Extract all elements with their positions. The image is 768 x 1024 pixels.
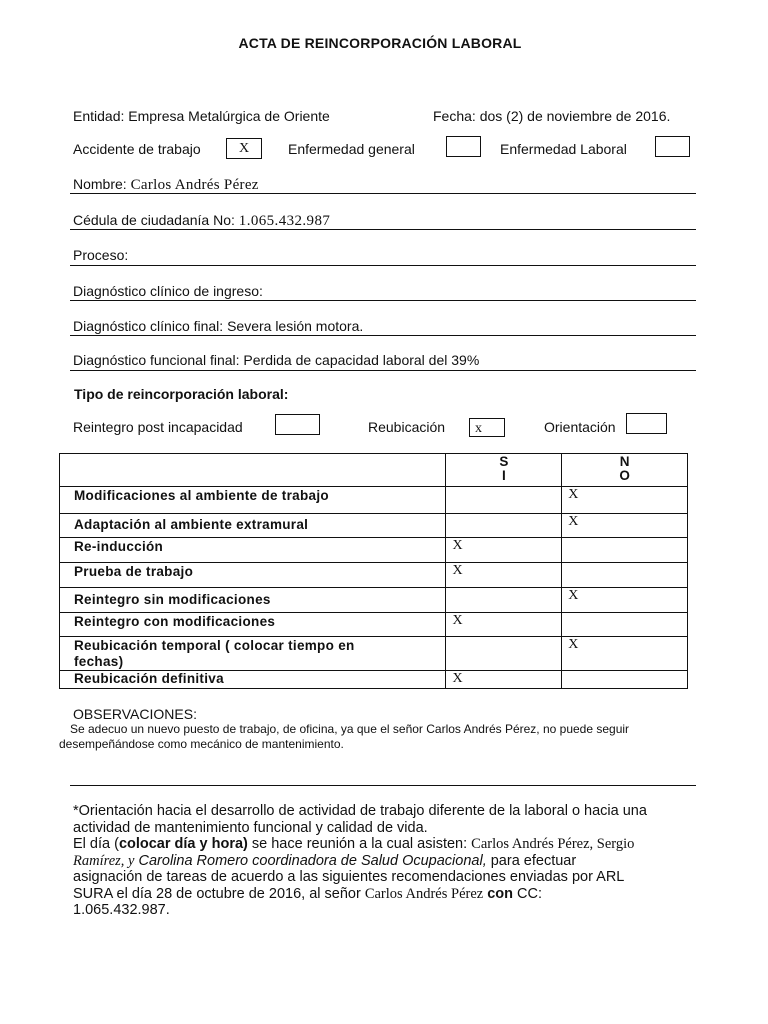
table-row: [60, 613, 688, 637]
table-row: [60, 538, 688, 563]
reincorporation-table: [59, 453, 688, 689]
table-row: [60, 487, 688, 514]
row-si-mark[interactable]: X: [446, 613, 562, 637]
row-label: Modificaciones al ambiente de trabajo: [60, 487, 446, 514]
dx-in-underline: [70, 300, 696, 301]
row-label: Prueba de trabajo: [60, 563, 446, 588]
id-label: Cédula de ciudadanía No:: [73, 212, 235, 228]
row-no-mark[interactable]: [562, 563, 688, 588]
row-si-mark[interactable]: [446, 487, 562, 514]
p-c: se hace reunión a la cual asisten:: [247, 836, 472, 852]
id-value: 1.065.432.987: [238, 213, 331, 229]
row-no-mark[interactable]: X: [562, 588, 688, 613]
p-j: con: [483, 885, 514, 902]
observations-line2: desempeñándose como mecánico de mantenimiento.: [59, 737, 344, 751]
table-row: [60, 671, 688, 689]
paragraph-line3: asignación de tareas de acuerdo a las siguientes recomendaciones enviadas por ARL: [73, 869, 625, 885]
reubicacion-checkbox[interactable]: x: [469, 418, 505, 437]
observations-underline: [70, 785, 696, 786]
p-b: colocar día y hora): [118, 836, 248, 852]
id-underline: [70, 229, 696, 230]
header-no-line2: O: [619, 468, 630, 483]
p-k: CC:: [513, 885, 543, 902]
general-disease-checkbox[interactable]: [446, 136, 481, 157]
reinc-heading: Tipo de reincorporación laboral:: [74, 386, 289, 402]
dx-final-label: Diagnóstico clínico final: Severa lesión motora.: [73, 318, 364, 334]
row-label: Re-inducción: [60, 538, 446, 563]
accident-checkbox[interactable]: X: [226, 138, 262, 159]
row-si-mark[interactable]: X: [446, 538, 562, 563]
table-row: [60, 563, 688, 588]
row-no-mark[interactable]: X: [562, 514, 688, 538]
orientacion-label: Orientación: [544, 419, 616, 435]
accident-label: Accidente de trabajo: [73, 141, 201, 157]
table-row: [60, 514, 688, 538]
row-si-mark[interactable]: [446, 514, 562, 538]
paragraph-line2: [73, 853, 713, 870]
name-value: Carlos Andrés Pérez: [130, 177, 259, 193]
note-line1: *Orientación hacia el desarrollo de actividad de trabajo diferente de la laboral o hacia una: [73, 803, 647, 819]
paragraph-line4: [73, 886, 713, 903]
reintegro-label: Reintegro post incapacidad: [73, 419, 243, 435]
paragraph-line1: [73, 836, 713, 853]
row-label: Reintegro sin modificaciones: [60, 588, 446, 613]
row-si-mark[interactable]: X: [446, 563, 562, 588]
id-field: [73, 212, 330, 230]
header-si-line1: S: [499, 454, 509, 469]
general-disease-label: Enfermedad general: [288, 141, 415, 157]
labor-disease-checkbox[interactable]: [655, 136, 690, 157]
row-no-mark[interactable]: X: [562, 487, 688, 514]
header-si-line2: I: [501, 468, 506, 483]
document-title: ACTA DE REINCORPORACIÓN LABORAL: [238, 35, 522, 51]
p-i: Carlos Andrés Pérez: [364, 885, 484, 902]
table-row: [60, 637, 688, 671]
orientacion-checkbox[interactable]: [626, 413, 667, 434]
header-no-line1: N: [619, 454, 630, 469]
reubicacion-label: Reubicación: [368, 419, 446, 435]
dx-final-underline: [70, 335, 696, 336]
process-underline: [70, 265, 696, 266]
name-label: Nombre:: [73, 176, 127, 192]
paragraph-line5: 1.065.432.987.: [73, 902, 170, 918]
row-si-mark[interactable]: X: [446, 671, 562, 689]
row-label: Reintegro con modificaciones: [60, 613, 446, 637]
observations-line1: Se adecuo un nuevo puesto de trabajo, de oficina, ya que el señor Carlos Andrés Pérez, no puede seguir: [70, 722, 630, 736]
table-header-row: [60, 454, 688, 487]
note-line2: actividad de mantenimiento funcional y calidad de vida.: [73, 819, 428, 836]
process-label: Proceso:: [73, 247, 129, 263]
observations-label: OBSERVACIONES:: [73, 706, 197, 722]
name-field: [73, 176, 259, 194]
dx-in-label: Diagnóstico clínico de ingreso:: [73, 283, 263, 299]
dx-func-label: Diagnóstico funcional final: Perdida de capacidad laboral del 39%: [73, 352, 480, 368]
table-row: [60, 588, 688, 613]
entity-label: Entidad: Empresa Metalúrgica de Oriente: [73, 108, 330, 124]
row-label: Reubicación definitiva: [60, 671, 446, 689]
p-d: Carlos Andrés Pérez, Sergio: [471, 836, 635, 852]
p-a: El día (: [73, 836, 119, 852]
row-no-mark[interactable]: X: [562, 637, 688, 671]
footer-block: [73, 803, 713, 919]
date-label: Fecha: dos (2) de noviembre de 2016.: [433, 108, 671, 124]
table-header-empty: [60, 454, 446, 487]
dx-func-underline: [70, 370, 696, 371]
row-si-mark[interactable]: [446, 588, 562, 613]
reintegro-checkbox[interactable]: [275, 414, 320, 435]
row-no-mark[interactable]: [562, 613, 688, 637]
p-g: para efectuar: [486, 852, 577, 869]
labor-disease-label: Enfermedad Laboral: [500, 141, 627, 157]
row-si-mark[interactable]: [446, 637, 562, 671]
name-underline: [70, 193, 696, 194]
row-no-mark[interactable]: [562, 671, 688, 689]
row-label: Adaptación al ambiente extramural: [60, 514, 446, 538]
p-h: SURA el día 28 de octubre de 2016, al señor: [73, 885, 365, 902]
p-e: Ramírez, y: [73, 852, 135, 869]
p-f: Carolina Romero coordinadora de Salud Ocupacional,: [134, 852, 487, 869]
header-si: [446, 454, 562, 487]
header-no: [562, 454, 688, 487]
row-label: Reubicación temporal ( colocar tiempo en fechas): [60, 637, 446, 671]
row-no-mark[interactable]: [562, 538, 688, 563]
